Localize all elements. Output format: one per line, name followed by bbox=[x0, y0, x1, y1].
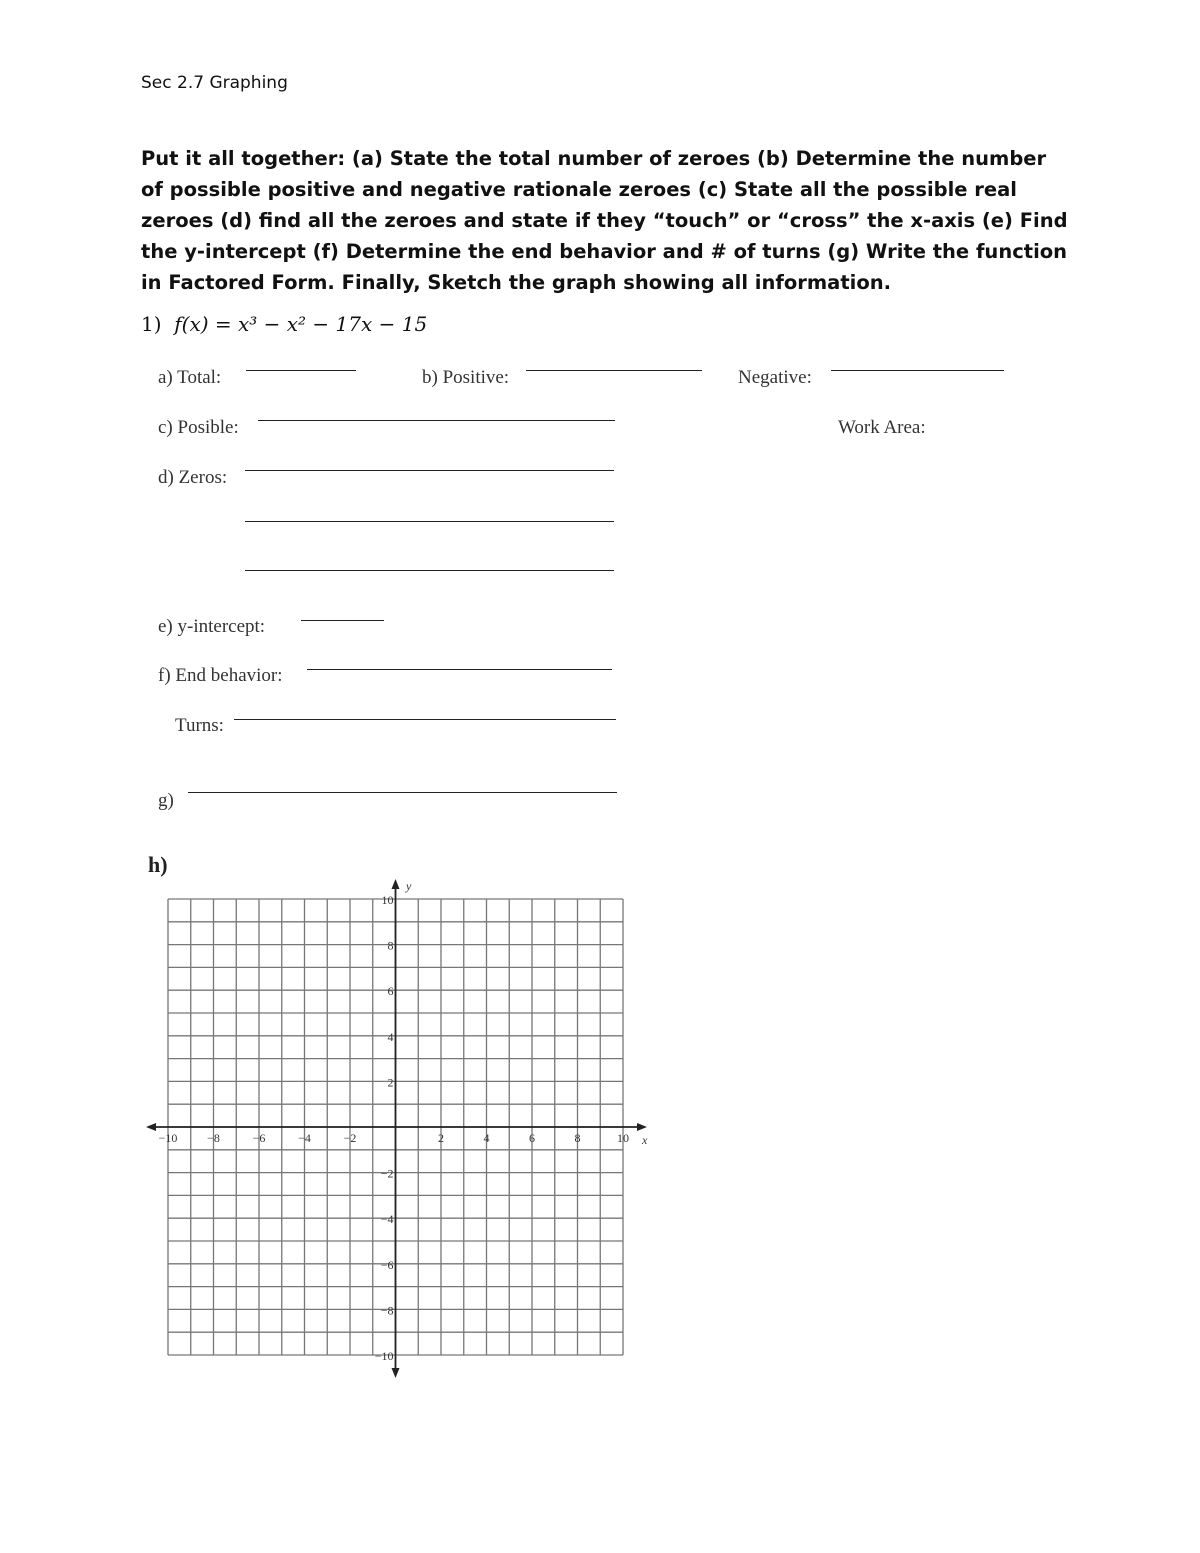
y-tick-label: 4 bbox=[387, 1029, 394, 1044]
y-axis-down-arrow-icon bbox=[392, 1368, 400, 1378]
y-axis-label: y bbox=[406, 879, 412, 893]
y-tick-label: 10 bbox=[381, 893, 394, 907]
negative-label: Negative: bbox=[738, 367, 812, 388]
x-tick-label: −6 bbox=[252, 1131, 266, 1145]
x-tick-label: −2 bbox=[343, 1131, 357, 1145]
total-label: a) Total: bbox=[158, 367, 222, 388]
y-tick-label: −4 bbox=[380, 1212, 394, 1227]
x-tick-label: −8 bbox=[207, 1131, 220, 1145]
x-tick-label: 2 bbox=[438, 1131, 444, 1145]
y-tick-label: −8 bbox=[380, 1303, 394, 1318]
x-tick-label: −4 bbox=[298, 1131, 311, 1145]
y-tick-label: −10 bbox=[374, 1349, 394, 1363]
problem-number: 1) bbox=[141, 312, 162, 336]
x-axis-right-arrow-icon bbox=[637, 1123, 647, 1131]
y-tick-label: 2 bbox=[387, 1075, 394, 1090]
y-tick-label: 6 bbox=[387, 984, 394, 999]
x-tick-label: −10 bbox=[158, 1131, 178, 1145]
x-axis-label: x bbox=[642, 1133, 648, 1147]
y-intercept-label: e) y-intercept: bbox=[158, 616, 266, 637]
x-tick-label: 6 bbox=[529, 1131, 535, 1145]
work-area-label: Work Area: bbox=[838, 417, 926, 438]
instructions: Put it all together: (a) State the total number of zeroes (b) Determine the number of possible positive and negative rationale zeroes (c) State all the possible real zeroes (d) find all the zeroes and state if they “touch” or “cross” the x-axis (e) Find the y-intercept (f) Determine the end behavior and # of turns (g) Write the function in Factored Form. Finally, Sketch the graph showing all information. bbox=[141, 147, 1068, 294]
page-header: Sec 2.7 Graphing bbox=[141, 73, 288, 93]
y-tick-label: 8 bbox=[387, 938, 394, 953]
x-axis-left-arrow-icon bbox=[146, 1123, 156, 1131]
y-tick-label: −6 bbox=[380, 1257, 394, 1272]
g-label: g) bbox=[158, 790, 174, 811]
positive-label: b) Positive: bbox=[422, 367, 510, 388]
function-expression: f(x) = x³ − x² − 17x − 15 bbox=[174, 312, 428, 336]
x-tick-label: 10 bbox=[617, 1131, 629, 1145]
x-tick-label: 8 bbox=[574, 1131, 581, 1145]
x-tick-label: 4 bbox=[483, 1131, 490, 1145]
y-tick-label: −2 bbox=[380, 1166, 394, 1181]
zeros-label: d) Zeros: bbox=[158, 467, 228, 488]
possible-label: c) Posible: bbox=[158, 417, 239, 438]
h-label: h) bbox=[148, 852, 168, 877]
end-behavior-label: f) End behavior: bbox=[158, 665, 283, 686]
y-axis-up-arrow-icon bbox=[392, 879, 400, 889]
turns-label: Turns: bbox=[175, 715, 224, 736]
